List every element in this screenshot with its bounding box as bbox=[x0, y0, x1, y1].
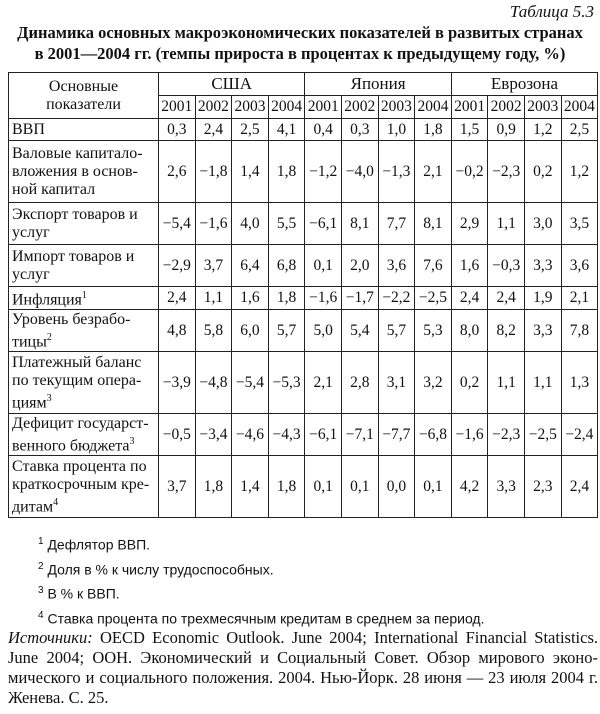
value-cell: −1,6 bbox=[305, 287, 342, 310]
value-cell: 5,0 bbox=[305, 310, 342, 352]
header-corner: Основные показатели bbox=[9, 73, 159, 119]
value-cell: −2,2 bbox=[378, 287, 415, 310]
footnote bbox=[38, 556, 484, 581]
value-cell: 2,4 bbox=[451, 287, 488, 310]
footnote-text: Дефлятор ВВП. bbox=[47, 536, 151, 553]
table-row bbox=[9, 456, 598, 518]
sources-label: Источники: bbox=[8, 628, 93, 647]
value-cell: −1,7 bbox=[341, 287, 378, 310]
value-cell: −0,2 bbox=[451, 141, 488, 203]
value-cell: 0,0 bbox=[378, 456, 415, 518]
footnote bbox=[38, 580, 484, 605]
value-cell: 0,3 bbox=[159, 119, 196, 141]
header-year: 2004 bbox=[561, 96, 598, 119]
value-cell: −2,4 bbox=[561, 414, 598, 456]
value-cell: 3,6 bbox=[378, 245, 415, 287]
indicator-label-text: ВВП bbox=[12, 120, 45, 138]
value-cell: 3,6 bbox=[561, 245, 598, 287]
value-cell: −0,5 bbox=[159, 414, 196, 456]
footnote-text: Ставка процента по трехмесячным кредитам в среднем за период. bbox=[47, 610, 485, 627]
value-cell: 5,5 bbox=[268, 203, 305, 245]
value-cell: −2,9 bbox=[159, 245, 196, 287]
indicator-label bbox=[9, 245, 159, 287]
header-year: 2004 bbox=[268, 96, 305, 119]
value-cell: 3,7 bbox=[195, 245, 232, 287]
indicator-label bbox=[9, 310, 159, 352]
value-cell: −5,3 bbox=[268, 352, 305, 414]
indicator-label-text: Экспорт товаров и услуг bbox=[12, 205, 138, 241]
value-cell: 2,5 bbox=[561, 119, 598, 141]
value-cell: −0,3 bbox=[488, 245, 525, 287]
indicator-label bbox=[9, 352, 159, 414]
value-cell: 0,2 bbox=[524, 141, 561, 203]
value-cell: −2,5 bbox=[524, 414, 561, 456]
value-cell: 2,4 bbox=[561, 456, 598, 518]
footnote-text: Доля в % к числу трудоспособных. bbox=[47, 561, 274, 578]
value-cell: −1,6 bbox=[451, 414, 488, 456]
header-year: 2001 bbox=[159, 96, 196, 119]
value-cell: 1,5 bbox=[451, 119, 488, 141]
value-cell: −5,4 bbox=[159, 203, 196, 245]
value-cell: 2,8 bbox=[341, 352, 378, 414]
macro-indicators-table bbox=[8, 72, 598, 518]
value-cell: 8,0 bbox=[451, 310, 488, 352]
sources bbox=[8, 628, 598, 708]
footnote-number: 2 bbox=[38, 560, 44, 572]
table-row bbox=[9, 414, 598, 456]
value-cell: 0,9 bbox=[488, 119, 525, 141]
indicator-label-text: Дефицит государственного бюджета bbox=[12, 414, 149, 454]
value-cell: −7,1 bbox=[341, 414, 378, 456]
value-cell: −5,4 bbox=[232, 352, 269, 414]
value-cell: 3,2 bbox=[415, 352, 452, 414]
footnotes bbox=[38, 531, 484, 630]
value-cell: −6,1 bbox=[305, 414, 342, 456]
value-cell: 3,1 bbox=[378, 352, 415, 414]
value-cell: −2,3 bbox=[488, 141, 525, 203]
value-cell: 0,1 bbox=[341, 456, 378, 518]
table-row bbox=[9, 287, 598, 310]
table-row bbox=[9, 352, 598, 414]
value-cell: 1,2 bbox=[524, 119, 561, 141]
value-cell: 2,0 bbox=[341, 245, 378, 287]
value-cell: 1,8 bbox=[195, 456, 232, 518]
value-cell: 5,7 bbox=[378, 310, 415, 352]
value-cell: 2,1 bbox=[305, 352, 342, 414]
value-cell: −4,6 bbox=[232, 414, 269, 456]
value-cell: 2,6 bbox=[159, 141, 196, 203]
indicator-label bbox=[9, 203, 159, 245]
title-line-2: в 2001—2004 гг. (темпы прироста в процентах к предыдущему году, %) bbox=[34, 44, 566, 63]
header-country-eurozone: Еврозона bbox=[451, 73, 597, 96]
value-cell: 1,0 bbox=[378, 119, 415, 141]
value-cell: 3,7 bbox=[159, 456, 196, 518]
indicator-label-text: Импорт товаров и услуг bbox=[12, 247, 135, 283]
value-cell: 1,8 bbox=[268, 287, 305, 310]
footnote-number: 4 bbox=[38, 609, 44, 621]
indicator-label bbox=[9, 456, 159, 518]
value-cell: 2,4 bbox=[195, 119, 232, 141]
value-cell: 2,4 bbox=[488, 287, 525, 310]
value-cell: 2,5 bbox=[232, 119, 269, 141]
value-cell: 5,7 bbox=[268, 310, 305, 352]
header-year: 2003 bbox=[232, 96, 269, 119]
table-title bbox=[0, 22, 600, 64]
value-cell: 1,6 bbox=[232, 287, 269, 310]
header-country-japan: Япония bbox=[305, 73, 451, 96]
value-cell: 4,1 bbox=[268, 119, 305, 141]
value-cell: −1,2 bbox=[305, 141, 342, 203]
sources-text: OECD Economic Outlook. June 2004; International Financial Statistics. June 2004; ООН. Экономический и Социальный Совет. Обзор мирового экономического и социального положения. 2004. Нью-Йорк. 28 июня — 23 июля 2004 г. Женева. С. 25. bbox=[8, 628, 598, 707]
value-cell: 2,3 bbox=[524, 456, 561, 518]
value-cell: 4,0 bbox=[232, 203, 269, 245]
value-cell: 5,4 bbox=[341, 310, 378, 352]
table-row bbox=[9, 203, 598, 245]
value-cell: −1,3 bbox=[378, 141, 415, 203]
footnote-marker: 3 bbox=[129, 435, 135, 447]
value-cell: 1,8 bbox=[415, 119, 452, 141]
table-row bbox=[9, 141, 598, 203]
value-cell: 8,1 bbox=[341, 203, 378, 245]
value-cell: 7,6 bbox=[415, 245, 452, 287]
footnote bbox=[38, 531, 484, 556]
value-cell: 0,2 bbox=[451, 352, 488, 414]
value-cell: 6,4 bbox=[232, 245, 269, 287]
header-year: 2002 bbox=[488, 96, 525, 119]
table-body bbox=[9, 119, 598, 518]
value-cell: 1,1 bbox=[524, 352, 561, 414]
value-cell: 0,3 bbox=[341, 119, 378, 141]
value-cell: −1,6 bbox=[195, 203, 232, 245]
value-cell: 1,6 bbox=[451, 245, 488, 287]
value-cell: 3,3 bbox=[524, 245, 561, 287]
table-row bbox=[9, 245, 598, 287]
value-cell: −3,9 bbox=[159, 352, 196, 414]
value-cell: 2,9 bbox=[451, 203, 488, 245]
indicator-label-text: Ставка процента по краткосрочным кредитам bbox=[12, 457, 150, 515]
value-cell: −6,8 bbox=[415, 414, 452, 456]
header-year: 2004 bbox=[415, 96, 452, 119]
table-row bbox=[9, 119, 598, 141]
header-year: 2002 bbox=[341, 96, 378, 119]
indicator-label bbox=[9, 414, 159, 456]
indicator-label bbox=[9, 287, 159, 310]
footnote-marker: 4 bbox=[53, 496, 59, 508]
value-cell: −2,5 bbox=[415, 287, 452, 310]
value-cell: 4,2 bbox=[451, 456, 488, 518]
value-cell: 1,8 bbox=[268, 141, 305, 203]
footnote bbox=[38, 605, 484, 630]
header-year: 2003 bbox=[378, 96, 415, 119]
value-cell: 1,4 bbox=[232, 456, 269, 518]
header-year: 2001 bbox=[451, 96, 488, 119]
value-cell: 0,1 bbox=[415, 456, 452, 518]
value-cell: 1,9 bbox=[524, 287, 561, 310]
value-cell: 3,5 bbox=[561, 203, 598, 245]
value-cell: 1,1 bbox=[488, 203, 525, 245]
indicator-label-text: Инфляция bbox=[12, 291, 82, 309]
title-line-1: Динамика основных макроэкономических показателей в развитых странах bbox=[17, 23, 583, 42]
header-year: 2003 bbox=[524, 96, 561, 119]
value-cell: 6,8 bbox=[268, 245, 305, 287]
value-cell: −1,8 bbox=[195, 141, 232, 203]
value-cell: 1,3 bbox=[561, 352, 598, 414]
value-cell: 6,0 bbox=[232, 310, 269, 352]
footnote-marker: 3 bbox=[46, 392, 52, 404]
header-year: 2002 bbox=[195, 96, 232, 119]
value-cell: −4,8 bbox=[195, 352, 232, 414]
value-cell: 0,1 bbox=[305, 456, 342, 518]
value-cell: 7,8 bbox=[561, 310, 598, 352]
value-cell: 2,1 bbox=[561, 287, 598, 310]
value-cell: 2,1 bbox=[415, 141, 452, 203]
value-cell: 2,4 bbox=[159, 287, 196, 310]
value-cell: 3,0 bbox=[524, 203, 561, 245]
value-cell: 8,1 bbox=[415, 203, 452, 245]
indicator-label bbox=[9, 141, 159, 203]
value-cell: 1,8 bbox=[268, 456, 305, 518]
value-cell: −6,1 bbox=[305, 203, 342, 245]
value-cell: −7,7 bbox=[378, 414, 415, 456]
table-label: Таблица 5.3 bbox=[509, 2, 594, 21]
value-cell: −2,3 bbox=[488, 414, 525, 456]
value-cell: 8,2 bbox=[488, 310, 525, 352]
value-cell: 0,1 bbox=[305, 245, 342, 287]
footnote-marker: 1 bbox=[81, 290, 87, 301]
footnote-number: 3 bbox=[38, 585, 44, 597]
value-cell: 7,7 bbox=[378, 203, 415, 245]
value-cell: 3,3 bbox=[488, 456, 525, 518]
indicator-label-text: Уровень безработицы bbox=[12, 310, 131, 350]
footnote-number: 1 bbox=[38, 536, 44, 547]
value-cell: −3,4 bbox=[195, 414, 232, 456]
value-cell: 0,4 bbox=[305, 119, 342, 141]
value-cell: 3,3 bbox=[524, 310, 561, 352]
value-cell: 1,1 bbox=[488, 352, 525, 414]
indicator-label-text: Валовые капиталовложения в основной капитал bbox=[12, 144, 143, 198]
header-country-usa: США bbox=[159, 73, 305, 96]
value-cell: 4,8 bbox=[159, 310, 196, 352]
value-cell: 5,3 bbox=[415, 310, 452, 352]
value-cell: 1,4 bbox=[232, 141, 269, 203]
header-year: 2001 bbox=[305, 96, 342, 119]
value-cell: −4,0 bbox=[341, 141, 378, 203]
footnote-text: В % к ВВП. bbox=[47, 585, 120, 602]
table-row bbox=[9, 310, 598, 352]
value-cell: 5,8 bbox=[195, 310, 232, 352]
indicator-label-text: Платежный баланс по текущим операциям bbox=[12, 353, 142, 411]
indicator-label bbox=[9, 119, 159, 141]
value-cell: −4,3 bbox=[268, 414, 305, 456]
footnote-marker: 2 bbox=[46, 331, 52, 343]
value-cell: 1,2 bbox=[561, 141, 598, 203]
value-cell: 1,1 bbox=[195, 287, 232, 310]
